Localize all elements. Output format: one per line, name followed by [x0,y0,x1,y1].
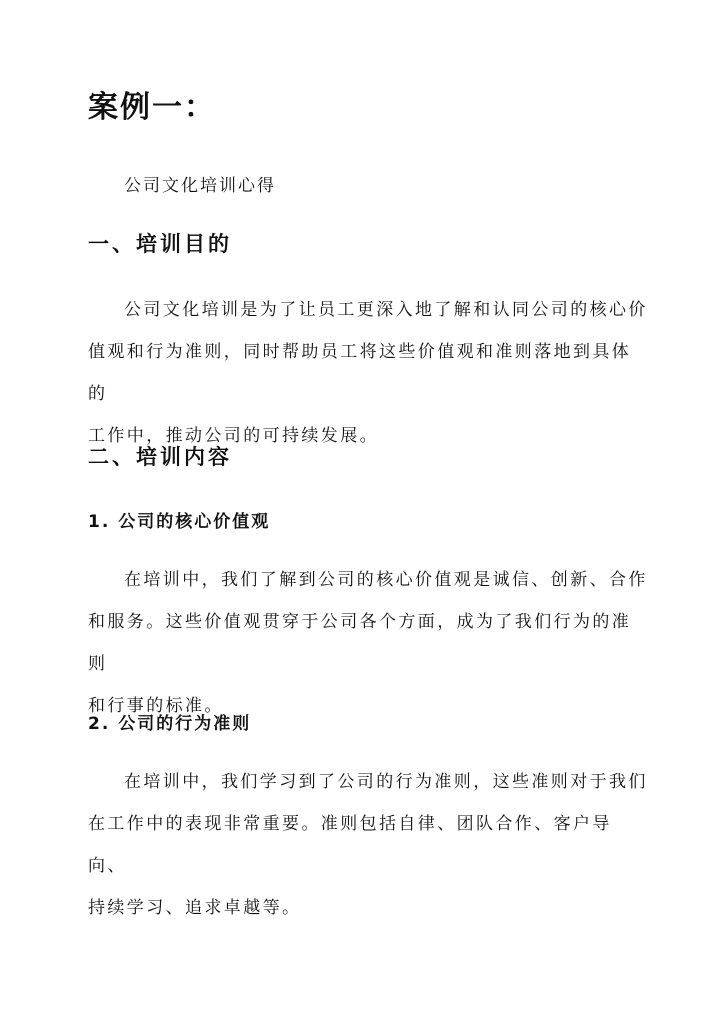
paragraph-line: 和服务。这些价值观贯穿于公司各个方面，成为了我们行为的准则 [88,612,632,674]
subsection-heading-code-of-conduct: 2. 公司的行为准则 [88,714,252,734]
paragraph-line: 在培训中，我们学习到了公司的行为准则，这些准则对于我们 [124,772,648,792]
paragraph-line: 值观和行为准则，同时帮助员工将这些价值观和准则落地到具体的 [88,342,632,404]
paragraph-line: 持续学习、追求卓越等。 [88,898,302,918]
case-title: 案例一： [88,90,216,125]
paragraph-line: 在工作中的表现非常重要。准则包括自律、团队合作、客户导向、 [88,814,612,876]
paragraph-line: 和行事的标准。 [88,696,224,716]
section-heading-content: 二、培训内容 [88,445,232,469]
paragraph-line: 公司文化培训是为了让员工更深入地了解和认同公司的核心价 [124,300,648,320]
paragraph-line: 在培训中，我们了解到公司的核心价值观是诚信、创新、合作 [124,570,648,590]
document-subtitle: 公司文化培训心得 [124,176,276,196]
code-of-conduct-paragraph [88,761,648,929]
paragraph-line: 工作中，推动公司的可持续发展。 [88,426,379,446]
subsection-heading-core-values: 1. 公司的核心价值观 [88,512,271,532]
core-values-paragraph [88,559,648,727]
section-heading-purpose: 一、培训目的 [88,232,232,256]
purpose-paragraph [88,289,648,457]
